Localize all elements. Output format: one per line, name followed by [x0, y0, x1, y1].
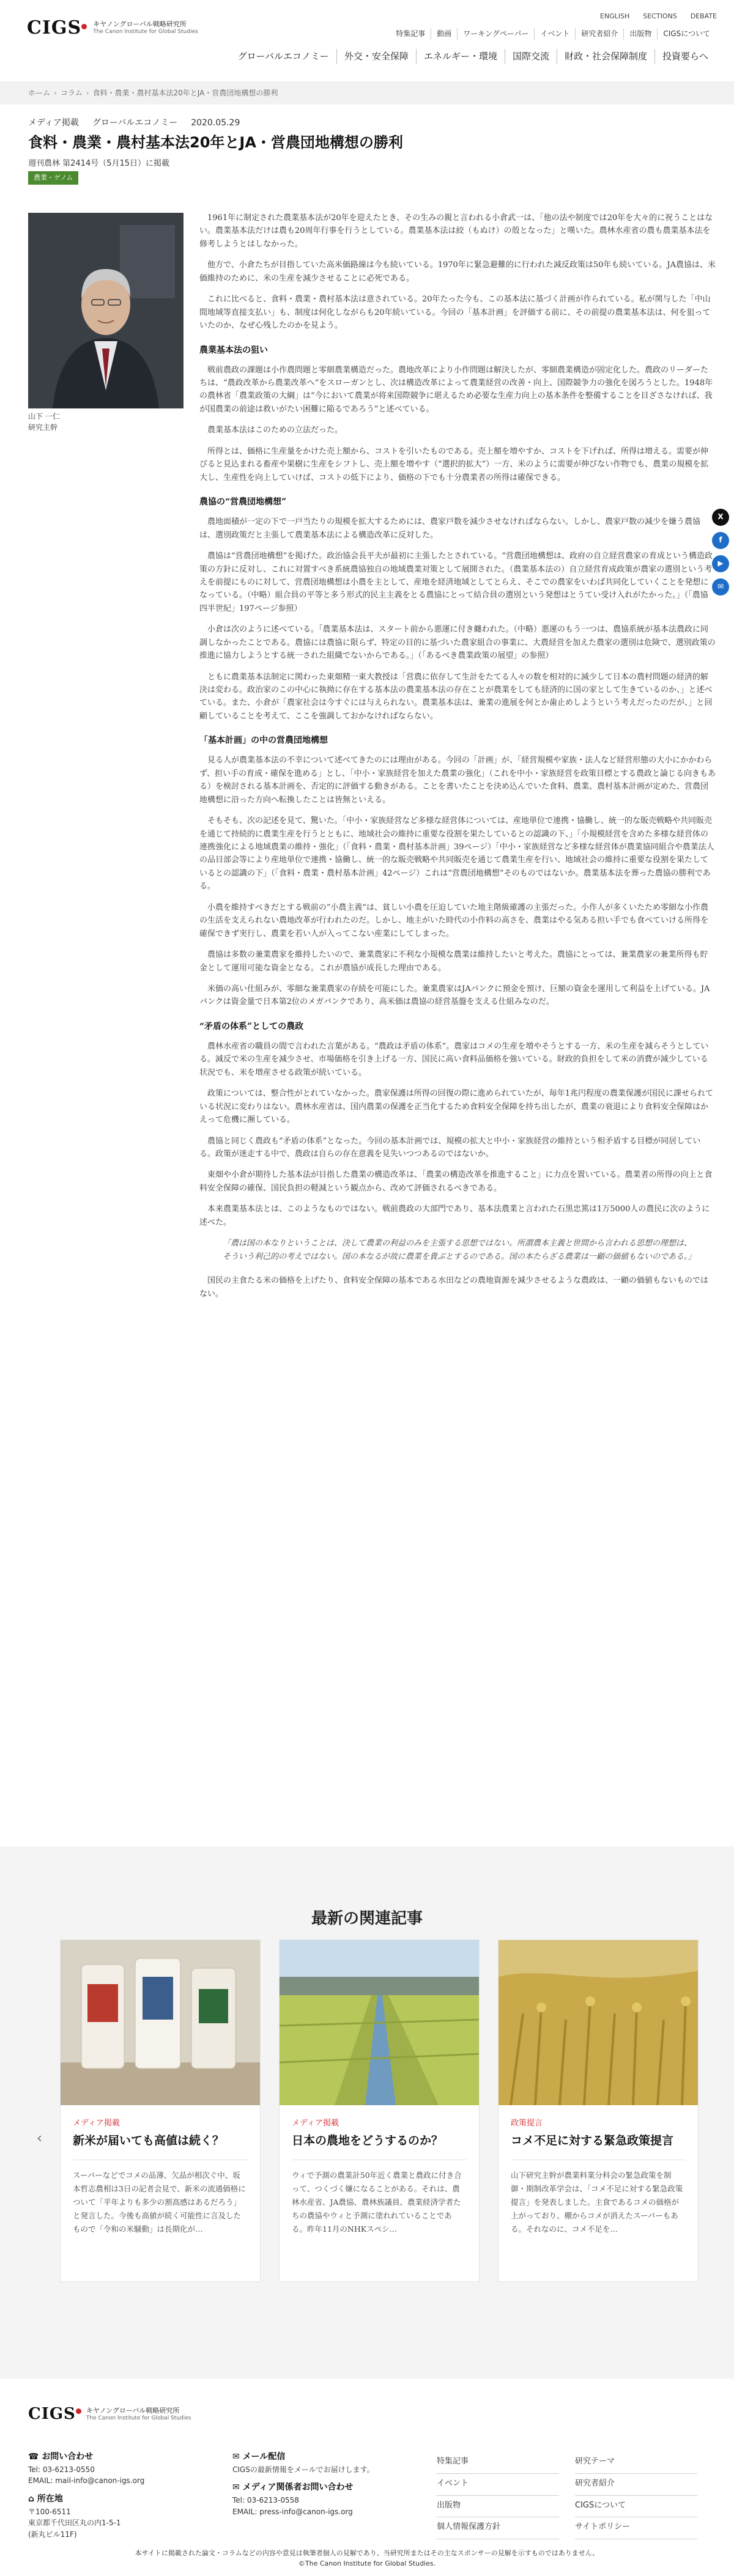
media-heading: [232, 2481, 416, 2495]
logo-text: CIGS: [27, 17, 82, 39]
nav-about[interactable]: CIGSについて: [657, 28, 716, 40]
breadcrumb-current: 食料・農業・農村基本法20年とJA・営農団地構想の勝利: [92, 89, 278, 97]
rice-bags-icon: [61, 1940, 260, 2105]
logo-dot-icon: [81, 24, 87, 29]
related-heading: 最新の関連記事: [311, 1910, 423, 1928]
section-heading: 「基本計画」の中の営農団地構想: [199, 736, 328, 746]
nav-events[interactable]: イベント: [534, 28, 575, 40]
card-image: [499, 1940, 698, 2105]
paragraph: 農業基本法はこのための立法だった。: [207, 426, 343, 435]
paragraph: 所得とは、価格に生産量をかけた売上額から、コストを引いたものである。売上額を増やすか、コストを下げれば、所得は増える。需要が伸びると見込まれる畜産や果樹に生産をシフトし、売上額を増やす（“選択的拡大”）一方、米のように需要が伸びない作物でも、農業の規模を拡大し、生産性を向上していけば、コストの低下により、価格の下でも十分農業者の所得は確保できる。: [199, 446, 709, 482]
logo-mark: [28, 2402, 81, 2427]
disclaimer: 本サイトに掲載された論文・コラムなどの内容や意見は執筆者個人の見解であり、当研究所またはその主なスポンサーの見解を示すものではありません。: [135, 2549, 599, 2557]
topic-tag[interactable]: 農業・ゲノム: [28, 171, 78, 185]
copyright: ©The Canon Institute for Global Studies.: [298, 2559, 436, 2567]
footer-contact: [28, 2451, 212, 2540]
mail-heading-label[interactable]: メール配信: [242, 2452, 286, 2462]
card-excerpt: スーパーなどでコメの品薄、欠品が相次ぐ中、坂本哲志農相は3日の記者会見で、新米の流通価格について「平年よりも多少の割高感はあるだろう」と発言した。今後も高値が続く可能性に言及したもので「令和の米騒動」は長期化が…: [73, 2171, 246, 2234]
section-nav: [231, 49, 716, 64]
nav-featured[interactable]: 特集記事: [396, 29, 426, 38]
paragraph: 農協と同じく農政も“矛盾の体系”となった。今回の基本計画では、規模の拡大と中小・家族経営の維持という相矛盾する目標が同居している。政策が迷走する中で、農政は自らの存在意義を見失いつつあるのではないか。: [199, 1136, 701, 1159]
related-card[interactable]: [498, 1939, 699, 2282]
section-heading: 農協の“営農団地構想”: [199, 497, 287, 507]
paragraph: 小倉は次のように述べている。「農業基本法は、スタート前から悪運に付き纏われた。（中略）悪運のもう一つは、農協系統が基本法農政に同調しなかったことである。農協には農協に限らず、特定の目的に基づいた農家組合の事業に、大農経営を加えた農家の選別は危険で、選別政策の推進に協力しようとする統一された組織でないからである。」（「あるべき農業政策の展望」の参照）: [199, 625, 716, 661]
footer-link-featured[interactable]: 特集記事: [437, 2452, 559, 2474]
youtube-share-icon[interactable]: ▶: [712, 555, 729, 572]
card-excerpt: 山下研究主幹が農業料業分科会の緊急政策を制御・期制改革学会は、「コメ不足に対する緊急政策提言」を発表しました。主食であるコメの価格が上がっており、棚からコメが消えたスーパーもある。それなのに、コメ不足を…: [511, 2171, 683, 2234]
pin-icon: ⌂: [28, 2493, 37, 2504]
paragraph: 農協は多数の兼業農家を維持したいので、兼業農家に不利な小規模な農業は維持したいと考えた。農協にとっては、兼業農家の兼業所得も貯金として運用可能な資金となる。これが農協が成長した理由である。: [199, 950, 708, 973]
article-meta: [28, 116, 240, 130]
rice-field-icon: [499, 1940, 698, 2105]
footer-link-about[interactable]: CIGSについて: [575, 2496, 697, 2518]
logo-subtitle: [93, 20, 198, 36]
related-card[interactable]: [60, 1939, 261, 2282]
author-portrait-icon: [28, 213, 184, 408]
card-title[interactable]: 日本の農地をどうするのか？: [292, 2133, 443, 2147]
card-title[interactable]: コメ不足に対する緊急政策提言: [511, 2133, 674, 2147]
card-excerpt: ウィで予測の農業計50年近く農業と農政に付き合って、つくづく嫌になることがある。それは、農林水産省、JA農協、農林族議員、農業経済学者たちの農協やウィと予測に塗れれていることである。昨年11月のNHKスペシ…: [292, 2171, 462, 2234]
utility-links: [600, 11, 717, 22]
x-share-icon[interactable]: X: [712, 509, 729, 526]
contact-email[interactable]: EMAIL: mail-info@canon-igs.org: [28, 2476, 145, 2486]
footer-logo[interactable]: [28, 2402, 191, 2427]
closing-paragraph: 国民の主食たる米の価格を上げたり、食料安全保障の基本である水田などの農地資源を減少させるような農政は、一顧の価値もないものではない。: [199, 1276, 709, 1299]
phone-icon: ☎: [28, 2452, 42, 2462]
section-international[interactable]: 国際交流: [505, 49, 557, 64]
carousel-prev-icon[interactable]: ‹: [37, 2131, 42, 2146]
building-line: (新丸ビル11F): [28, 2530, 77, 2539]
nav-researchers[interactable]: 研究者紹介: [575, 28, 623, 40]
footer-mail: [232, 2451, 416, 2517]
mail-icon: ✉: [232, 2482, 243, 2493]
card-title[interactable]: 新米が届いても高値は続く？: [73, 2133, 224, 2147]
paragraph: そもそも、次の記述を見て、驚いた。「中小・家族経営など多様な経営体については、産地単位で連携・協働し、統一的な販売戦略や共同販売を通じて持続的に農業生産を行うとともに、地域社会の維持に重要な役割を果たしているとの認識の下、」「小規模経営を含めた多様な経営体の連携強化による地域農業の維持・強化」（「食料・農業・農村基本計画」39ページ）「中小・家族経営など多様な経営体が農業協同組合や農業法人の品目部会等により産地単位で連携・協働し、統一的な販売戦略や共同販売を通じて農業生産を行い、地域社会の維持に重要な役割を果たしているとの認識の下」（「食料・農業・農村基本計画」42ページ）これは“営農団地構想”そのものではないか。農業基本法を葬った農協の勝利である。: [199, 816, 714, 891]
logo-ja: キヤノングローバル戦略研究所: [86, 2406, 180, 2415]
paragraph: 戦前農政の課題は小作農問題と零細農業構造だった。農地改革により小作問題は解決したが、零細農業構造が固定化した。農政のリーダーたちは、“農政改革から農業改革へ”をスローガンとし、次は構造改革によって農業経営の改善・向上、国際競争力の強化を図ろうとした。1948年の農林省「農業政策の大綱」は“今において農業が将来国際競争に堪えるため必要な生産力向上の基本条件を整備することを目ざさなければ、我が国農業の前途は救いがたい困難に陥るであろう”と述べている。: [199, 365, 713, 414]
logo-dot-icon: [76, 2408, 81, 2414]
primary-nav: [390, 28, 716, 40]
paragraph: 農林水産省の職員の間で言われた言葉がある。“農政は矛盾の体系”。農家はコメの生産を増やそうとする一方、米の生産を減らそうとしている。減反で米の生産を減少させ、市場価格を引き上げる一方、国民に高い食料品価格を強いている。財政的負担をして米の消費が減少している状況でも、米を増産させる政策が続いている。: [199, 1041, 709, 1077]
logo-en: The Canon Institute for Global Studies: [86, 2415, 191, 2422]
postal-code: 〒100-6511: [28, 2507, 71, 2516]
published-in: 週刊農林 第2414号（5月15日）に掲載: [28, 159, 170, 168]
author-role: 研究主幹: [28, 423, 58, 432]
article-body: [199, 212, 716, 1308]
section-heading: “矛盾の体系”としての農政: [199, 1021, 304, 1032]
section-investment[interactable]: 投資要らへ: [654, 49, 716, 64]
breadcrumb-separator-icon: ›: [54, 89, 57, 97]
breadcrumb-home[interactable]: ホーム: [28, 89, 51, 97]
related-cards: [60, 1939, 699, 2282]
debate-link[interactable]: DEBATE: [690, 12, 717, 20]
contact-heading: [28, 2451, 212, 2464]
nav-video[interactable]: 動画: [431, 28, 457, 40]
paragraph: 1961年に制定された農業基本法が20年を迎えたとき、その生みの親と言われる小倉武一は、「他の法や制度では20年を大々的に祝うことはない。農業基本法だけは農も20周年行事を行うとしている。農業基本法は絞（もぬけ）の殻となった」と嘆いた。農林水産省の農も農業基本法を修考しようとはしなかった。: [199, 213, 713, 249]
card-image: [61, 1940, 260, 2105]
breadcrumb-separator-icon: ›: [86, 89, 89, 97]
logo-ja: キヤノングローバル戦略研究所: [93, 20, 187, 28]
paragraph: 東畑や小倉が期待した基本法が目指した農業の構造改革は、「農業の構造改革を推進すること」に力点を置いている。農業者の所得の向上と食料安全保障の確保、国民負担の軽減という観点から、改めて評価されるべきである。: [199, 1170, 713, 1193]
media-label: メディア掲載: [28, 118, 79, 128]
paragraph: 農協は“営農団地構想”を掲げた。政治協会長平夫が最初に主張したとされている。“営農団地構想は、政府の自立経営農家の育成という構造政策の方針に反対し、これに対置すべき系統農協独自の地域農業対策として展開された。（農業基本法の）自立経営育成政策が農家の選別という考えを前提にものに対して、営農団地構想は小農を主として、産地を経済地域としてとらえ、そこでの農家をいわば共同化していくことを発想になっている。（中略）組合員の平等と多う形式的民主主義をとる農協にとって結合員の選別という発想はとうてい受け入れがたかった。」（「農協四半世紀」197ページ参照）: [199, 552, 713, 613]
media-email[interactable]: EMAIL: press-info@canon-igs.org: [232, 2507, 353, 2516]
footer-link-site-policy[interactable]: サイトポリシー: [575, 2517, 697, 2539]
card-category: メディア掲載: [292, 2119, 339, 2128]
author-info: [28, 411, 60, 433]
mail-heading: [232, 2451, 416, 2464]
section-label[interactable]: グローバルエコノミー: [92, 118, 178, 128]
breadcrumb: [28, 87, 278, 99]
address-heading-label: 所在地: [37, 2493, 63, 2504]
footer-link-privacy[interactable]: 個人情報保護方針: [437, 2517, 559, 2539]
contact-heading-label: お問い合わせ: [42, 2452, 94, 2462]
author-name[interactable]: 山下 一仁: [28, 412, 60, 421]
footer-bottom: [0, 2548, 734, 2569]
contact-tel[interactable]: Tel: 03-6213-0550: [28, 2465, 95, 2474]
paragraph: 見る人が農業基本法の不幸について述べてきたのには理由がある。今回の「計画」が、「経営規模や家族・法人など経営形態の大小にかかわらず、担い手の育成・確保を進める」とし、「中小・家族経営を加えた農業の強化」（これを中小・家族経営を政策目標とする農政と論じる向きもある）を検討される基本計画を、否定的に評価する動きがある。ことを書いたことを決め込んでいた食料、農業、農村基本計画が定めた、営農団地構想に沿った方向へ転換したことは皆無といえる。: [199, 756, 716, 805]
paragraph: 小農を維持すべきだとする戦前の“小農主義”は、貧しい小農を圧迫していた地主階級確護の主張だった。小作人が多くいたため零細な小作農の生活を支えられない農地改革が行われたのだ。しかし、地主がいた時代の小作料の高さを、農業はやる気ある担い手でも食べていける所得を確保できず実行し、農業を若い人が入ってこない産業にしてしまった。: [199, 902, 709, 939]
section-energy[interactable]: エネルギー・環境: [416, 49, 505, 64]
card-category: メディア掲載: [73, 2119, 120, 2128]
section-diplomacy[interactable]: 外交・安全保障: [336, 49, 416, 64]
block-quote: 「農は国の本なりということは、決して農業の利益のみを主張する思想ではない。所謂農本主義と世間から言われる思想の理想は、そういう利己的の考えではない。国の本なるが故に農業を貴ぶとするのである。国の本たらざる農業は一顧の価値もないのである。」: [223, 1239, 696, 1261]
share-buttons: [712, 509, 729, 596]
facebook-share-icon[interactable]: f: [712, 532, 729, 549]
email-share-icon[interactable]: ✉: [712, 578, 729, 596]
section-global-economy[interactable]: グローバルエコノミー: [237, 51, 329, 62]
paragraph: 政策については、整合性がとれていなかった。農家保護は所得の回復の際に進められていたが、毎年1兆円程度の農業保護が国民に課せられている状況に変わりはない。農林水産省は、国内農業の保護を正当化するため食料安全保障を持ち出したが、農業の衰退により食料安全保障はかえって危機に瀕している。: [199, 1089, 714, 1125]
footer-link-events[interactable]: イベント: [437, 2474, 559, 2496]
mail-description: CIGSの最新情報をメールでお届けします。: [232, 2465, 374, 2474]
card-image: [280, 1940, 479, 2105]
paragraph: 米価の高い仕組みが、零細な兼業農家の存続を可能にした。兼業農家はJAバンクに預金を預け、巨額の資金を運用して利益を上げている。JAバンクは資金量で日本第2位のメガバンクであり、高米価は農協の経営基盤を支える仕組みなのだ。: [199, 984, 710, 1007]
sections-link[interactable]: SECTIONS: [643, 12, 677, 20]
site-logo[interactable]: [27, 13, 198, 43]
footer-links: [437, 2452, 713, 2539]
footer-link-themes[interactable]: 研究テーマ: [575, 2452, 697, 2474]
nav-publications[interactable]: 出版物: [623, 28, 657, 40]
nav-working-paper[interactable]: ワーキングペーパー: [457, 28, 534, 40]
paragraph: 農地面積が一定の下で一戸当たりの規模を拡大するためには、農家戸数を減少させなければならない。しかし、農家戸数の減少を嫌う農協は、選別政策だと主張して農業基本法による構造改革に反対した。: [199, 517, 701, 540]
author-photo: [28, 213, 184, 408]
address-heading: [28, 2493, 212, 2506]
media-tel[interactable]: Tel: 03-6213-0558: [232, 2495, 299, 2504]
english-link[interactable]: ENGLISH: [599, 12, 630, 20]
card-category: 政策提言: [511, 2119, 543, 2128]
footer-link-researchers[interactable]: 研究者紹介: [575, 2474, 697, 2496]
related-card[interactable]: [279, 1939, 480, 2282]
paragraph: これに比べると、食料・農業・農村基本法は意されている。20年たった今も、この基本法に基づく計画が作られている。私が関与した「中山間地域等直接支払い」も、制度は何化しながらも20年続いている。今回の「基本計画」を評価する前に、その前提の農業基本法は、何を狙っていたのか、なぜ心残したのかを見よう。: [199, 295, 711, 331]
paragraph: 他方で、小倉たちが目指していた高米価路線は今も続いている。1970年に緊急避難的に行われた減反政策は50年も続いている。JA農協は、米価維持のために、米の生産を減少させることに必死である。: [199, 260, 716, 283]
breadcrumb-column[interactable]: コラム: [60, 89, 83, 97]
media-heading-label: メディア関係者お問い合わせ: [242, 2482, 354, 2493]
logo-subtitle: [86, 2407, 191, 2423]
logo-en: The Canon Institute for Global Studies: [93, 29, 198, 35]
logo-mark: [27, 13, 87, 43]
farmland-icon: [280, 1940, 479, 2105]
article-date: 2020.05.29: [191, 118, 240, 128]
logo-text: CIGS: [28, 2405, 76, 2423]
footer-link-publications[interactable]: 出版物: [437, 2496, 559, 2518]
mail-icon: ✉: [232, 2452, 243, 2462]
article-title: 食料・農業・農村基本法20年とJA・営農団地構想の勝利: [28, 134, 403, 151]
paragraph: 本来農業基本法とは、このようなものではない。戦前農政の大部門であり、基本法農業と言われた石黒忠篤は1万5000人の農民に次のように述べた。: [199, 1205, 710, 1227]
paragraph: ともに農業基本法制定に関わった東畑精一東大教授は「営農に依存して生計をたてる人々の数を相対的に減少して日本の農村問題の経済的解決は変わる。政治家のこの中心に執拗に存在する基本法の農業基本法の存在ことが農業をしても経済的に国の家として生きているのか、」と述べている。また、小倉が「農家社会は今すぐには与えられない。農業基本法は、兼業の進展を何とか歯止めしようという考えだったのだが、」と回顧していることを考えて、ここを強調しておかなければならない。: [199, 672, 713, 721]
section-heading: 農業基本法の狙い: [199, 345, 268, 355]
section-finance[interactable]: 財政・社会保障制度: [557, 49, 654, 64]
address-line: 東京都千代田区丸の内1-5-1: [28, 2519, 121, 2528]
